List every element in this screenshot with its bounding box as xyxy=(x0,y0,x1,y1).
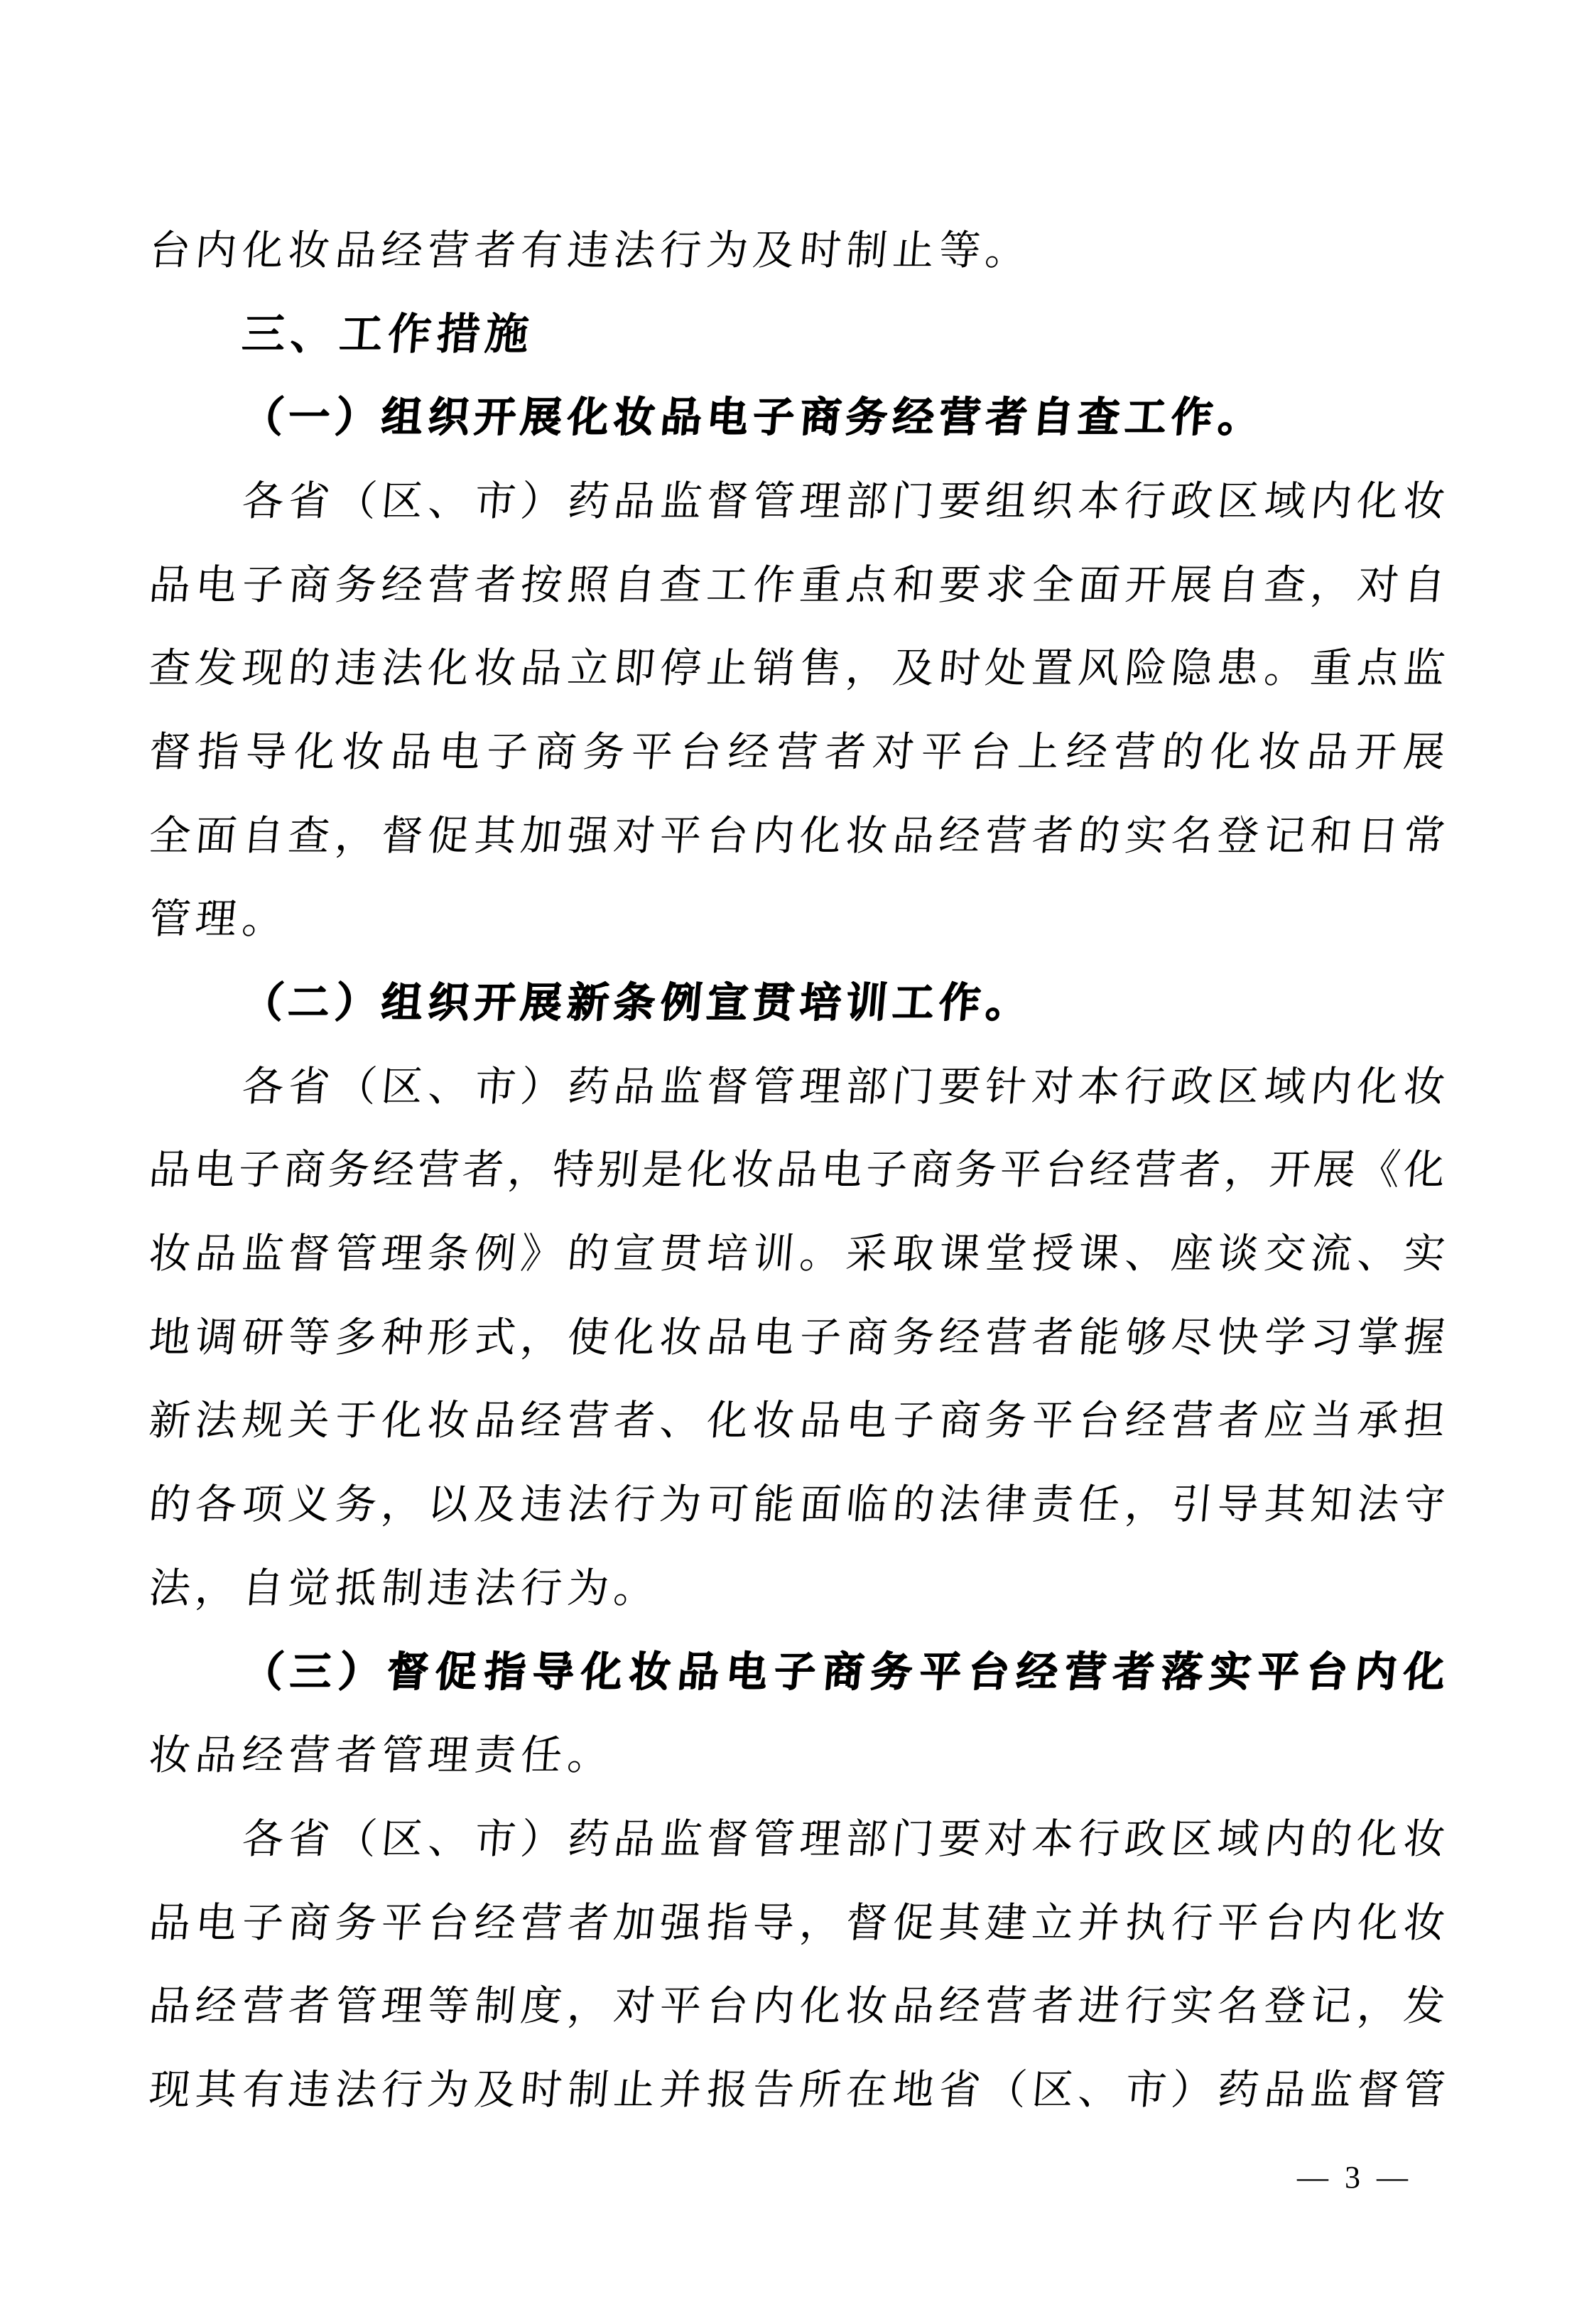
text-line: 品 电 子 商 务 经 营 者 ， 特 别 是 化 妆 品 电 子 商 务 平 台 经 营 者 ， 开 展 《 化 xyxy=(147,1147,1447,1194)
text-line: 的 各 项 义 务 ， 以 及 违 法 行 为 可 能 面 临 的 法 律 责 任 ， 引 导 其 知 法 守 xyxy=(147,1481,1447,1528)
text-line: 品 经 营 者 管 理 等 制 度 ， 对 平 台 内 化 妆 品 经 营 者 进 行 实 名 登 记 ， 发 xyxy=(147,1983,1447,2030)
page-number: — 3 — xyxy=(1297,2160,1412,2195)
text-line: （ 二 ） 组 织 开 展 新 条 例 宣 贯 培 训 工 作 。 xyxy=(240,980,1029,1027)
text-line: 各 省 （ 区 、 市 ） 药 品 监 督 管 理 部 门 要 组 织 本 行 政 区 域 内 化 妆 xyxy=(240,477,1447,524)
text-line: 新 法 规 关 于 化 妆 品 经 营 者 、 化 妆 品 电 子 商 务 平 台 经 营 者 应 当 承 担 xyxy=(147,1398,1447,1444)
text-line: 各 省 （ 区 、 市 ） 药 品 监 督 管 理 部 门 要 对 本 行 政 区 域 内 的 化 妆 xyxy=(240,1815,1447,1862)
text-line: 妆 品 经 营 者 管 理 责 任 。 xyxy=(147,1732,611,1779)
text-line: 全 面 自 查 ， 督 促 其 加 强 对 平 台 内 化 妆 品 经 营 者 的 实 名 登 记 和 日 常 xyxy=(147,812,1447,859)
text-line: 三 、 工 作 措 施 xyxy=(240,310,531,359)
text-line: （ 三 ） 督 促 指 导 化 妆 品 电 子 商 务 平 台 经 营 者 落 实 平 台 内 化 xyxy=(240,1648,1447,1695)
text-line: 管 理 。 xyxy=(147,896,286,943)
text-line: 法 ， 自 觉 抵 制 违 法 行 为 。 xyxy=(147,1564,657,1611)
document-body xyxy=(149,209,1445,2132)
text-line: 各 省 （ 区 、 市 ） 药 品 监 督 管 理 部 门 要 针 对 本 行 政 区 域 内 化 妆 xyxy=(240,1063,1447,1110)
text-line: 现 其 有 违 法 行 为 及 时 制 止 并 报 告 所 在 地 省 （ 区 、 市 ） 药 品 监 督 管 xyxy=(147,2066,1447,2113)
text-line: （ 一 ） 组 织 开 展 化 妆 品 电 子 商 务 经 营 者 自 查 工 作 。 xyxy=(240,394,1262,441)
text-line: 地 调 研 等 多 种 形 式 ， 使 化 妆 品 电 子 商 务 经 营 者 能 够 尽 快 学 习 掌 握 xyxy=(147,1314,1447,1361)
text-line: 妆 品 监 督 管 理 条 例 》 的 宣 贯 培 训 。 采 取 课 堂 授 课 、 座 谈 交 流 、 实 xyxy=(147,1231,1447,1277)
text-line: 督 指 导 化 妆 品 电 子 商 务 平 台 经 营 者 对 平 台 上 经 营 的 化 妆 品 开 展 xyxy=(147,728,1447,775)
text-line: 品 电 子 商 务 经 营 者 按 照 自 查 工 作 重 点 和 要 求 全 面 开 展 自 查 ， 对 自 xyxy=(147,561,1447,608)
text-line: 品 电 子 商 务 平 台 经 营 者 加 强 指 导 ， 督 促 其 建 立 并 执 行 平 台 内 化 妆 xyxy=(147,1899,1447,1946)
text-line: 台 内 化 妆 品 经 营 者 有 违 法 行 为 及 时 制 止 等 。 xyxy=(147,227,1029,274)
text-line: 查 发 现 的 违 法 化 妆 品 立 即 停 止 销 售 ， 及 时 处 置 风 险 隐 患 。 重 点 监 xyxy=(147,645,1447,692)
